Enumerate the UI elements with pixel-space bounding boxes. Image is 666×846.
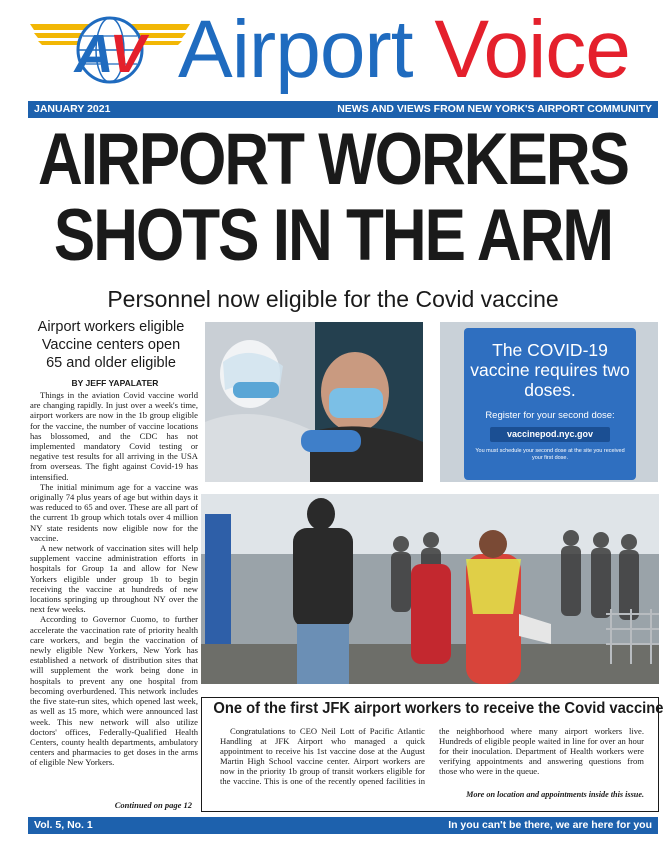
footer-tagline: In you can't be there, we are here for you bbox=[448, 819, 652, 831]
headline-line-1: AIRPORT WORKERS bbox=[38, 119, 628, 201]
logo-letter-a: A bbox=[74, 24, 110, 84]
jfk-story-box bbox=[201, 697, 664, 812]
title-airport: Airport bbox=[178, 4, 413, 95]
deck-line: Vaccine centers open bbox=[41, 337, 181, 353]
volume-number: Vol. 5, No. 1 bbox=[34, 819, 93, 831]
airport-voice-logo bbox=[30, 8, 190, 98]
sign-title: The COVID-19 vaccine requires two doses. bbox=[470, 340, 630, 400]
deck-line: 65 and older eligible bbox=[46, 355, 176, 371]
footer-bar bbox=[28, 817, 658, 834]
subheadline: Personnel now eligible for the Covid vaccine bbox=[107, 286, 559, 312]
article-paragraph: The initial minimum age for a vaccine was originally 74 plus years of age but within days it was reduced to 65 and over. These are all part of the current 1b group which totals over 4 million NY state residents now eligible now for the vaccine. bbox=[30, 481, 198, 543]
box-body bbox=[220, 726, 644, 786]
masthead-tagline: NEWS AND VIEWS FROM NEW YORK'S AIRPORT COMMUNITY bbox=[337, 103, 652, 115]
box-paragraph: Congratulations to CEO Neil Lott of Pacific Atlantic Handling at JFK Airport who managed a quick appointment to receive his 1st vaccine dose at the August Martin High School vaccine center. Airport workers are now in the priority 1b group of transit workers eligible for the vaccine. This is one of the recently opened facilities in the neighborhood where many airport workers live. Hundreds of eligible people waited in line for over an hour for their inoculation. Department of Health workers were verifying appointments and answering questions from those who were in the queue. bbox=[220, 726, 644, 786]
box-more-link[interactable]: More on location and appointments inside this issue. bbox=[466, 790, 644, 799]
byline: BY JEFF YAPALATER bbox=[71, 378, 159, 388]
masthead-title bbox=[178, 2, 630, 98]
deck-line: Airport workers eligible bbox=[37, 319, 185, 335]
photo-vaccine-queue bbox=[201, 494, 659, 684]
photo-vaccination bbox=[205, 322, 423, 482]
box-title: One of the first JFK airport workers to receive the Covid vaccine bbox=[213, 700, 664, 717]
date-bar bbox=[28, 101, 658, 118]
sign-note: You must schedule your second dose at the site you received your first dose. bbox=[475, 448, 625, 461]
sign-register-text: Register for your second dose: bbox=[485, 410, 615, 421]
masthead bbox=[0, 0, 666, 100]
logo-letter-v: V bbox=[109, 24, 146, 84]
article-deck bbox=[22, 318, 200, 372]
article-paragraph: According to Governor Cuomo, to further accelerate the vaccination rate of priority health care workers, and begin the vaccination of newly eligible New Yorkers, New York has established a network of distribution sites that will supplement the work being done in hospitals to prevent any one hospital from becoming overburdened. This network includes the five state-run sites, which opened last week, as well as 15 more, which were announced last week. This new network will also utilize doctors' offices, Federally-Qualified Health Centers, county health departments, ambulatory centers and pharmacies to get doses in the arms of eligible New Yorkers. bbox=[30, 614, 198, 768]
queue-photo-illustration bbox=[201, 494, 659, 684]
continued-link[interactable]: Continued on page 12 bbox=[114, 800, 192, 810]
issue-date: JANUARY 2021 bbox=[34, 103, 111, 115]
title-voice: Voice bbox=[434, 4, 630, 95]
svg-text:AV bbox=[72, 24, 149, 84]
headline-line-2: SHOTS IN THE ARM bbox=[53, 195, 613, 277]
vaccination-photo-illustration bbox=[205, 322, 423, 482]
sign-url: vaccinepod.nyc.gov bbox=[490, 427, 610, 442]
photo-vaccine-sign bbox=[440, 322, 658, 482]
article-paragraph: A new network of vaccination sites will help supplement vaccine administration efforts in hospitals for Group 1a and allow for New Yorkers eligible under group 1b to begin receiving the vaccine at hundreds of new locations springing up throughout NY over the next few weeks. bbox=[30, 543, 198, 615]
vaccine-sign bbox=[464, 328, 636, 480]
article-body bbox=[30, 390, 198, 768]
article-paragraph: Things in the aviation Covid vaccine world are changing rapidly. In just over a week's time, airport workers are now in the 1b group eligible for the vaccine, the number of vaccine locations has blossomed, and the CDC has not implemented mandatory Covid testing or negative test results for all arriving in the USA from overseas. The fight against Covid-19 has intensified. bbox=[30, 390, 198, 482]
